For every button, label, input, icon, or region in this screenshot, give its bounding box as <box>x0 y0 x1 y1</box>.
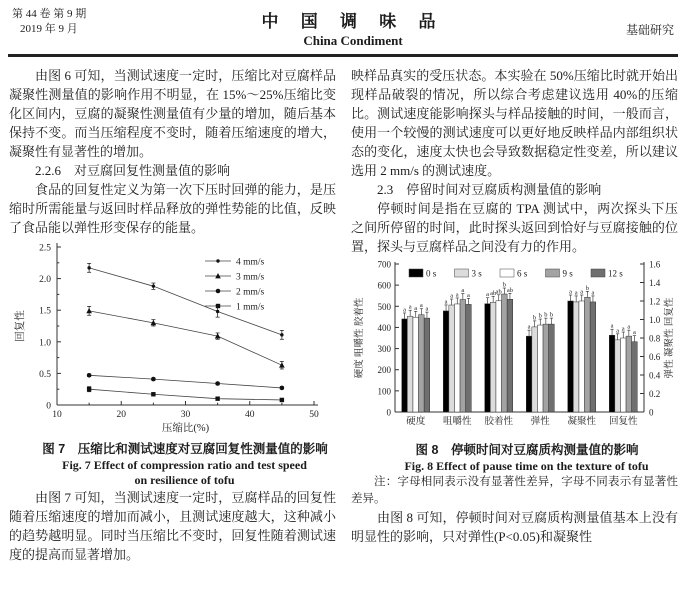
bar <box>579 301 585 412</box>
section-heading-2-3: 2.3 停留时间对豆腐质构测量值的影响 <box>377 182 602 197</box>
bar <box>568 301 574 412</box>
two-column-body <box>0 57 686 564</box>
sig-letter: a <box>467 291 470 299</box>
sig-letter: ab <box>490 289 497 297</box>
svg-text:0.8: 0.8 <box>649 333 661 344</box>
bar <box>407 316 413 412</box>
sig-letter: a <box>621 325 625 333</box>
sig-letter: b <box>544 311 548 319</box>
right-axis-label: 弹性 凝聚性 回复性 <box>665 297 675 379</box>
svg-text:0.2: 0.2 <box>649 389 661 399</box>
sig-letter: b <box>549 311 554 319</box>
bar <box>402 319 408 412</box>
bar <box>466 304 472 412</box>
category-label: 弹性 <box>530 417 550 427</box>
svg-text:20: 20 <box>116 410 126 420</box>
sig-letter: b <box>585 284 589 292</box>
bar <box>632 342 638 412</box>
svg-text:600: 600 <box>377 280 391 291</box>
axes <box>57 243 318 405</box>
series-4mm/s <box>87 258 284 340</box>
sig-letter: b <box>533 314 537 322</box>
figure8-caption-cn: 图 8 停顿时间对豆腐质构测量值的影响 <box>415 443 639 457</box>
legend-label: 3 mm/s <box>236 272 265 283</box>
legend-label: 6 s <box>517 268 528 279</box>
bar <box>615 340 621 412</box>
bar <box>549 324 555 412</box>
sig-letter: a <box>450 292 454 300</box>
sig-letter: a <box>455 291 459 299</box>
figure7-line-chart <box>9 239 336 441</box>
figure8-caption-en: Fig. 8 Effect of pause time on the texture of tofu <box>404 459 649 473</box>
svg-text:1.0: 1.0 <box>39 338 51 349</box>
bar <box>573 302 579 412</box>
svg-text:0: 0 <box>386 407 391 418</box>
sig-letter: a <box>425 305 429 313</box>
sig-letter: a <box>408 303 412 311</box>
figure7-caption-en1: Fig. 7 Effect of compression ratio and test speed <box>62 458 307 472</box>
svg-text:1.0: 1.0 <box>649 315 661 325</box>
bar <box>526 336 532 412</box>
sig-letter: a <box>574 289 578 297</box>
svg-text:1.5: 1.5 <box>39 306 51 317</box>
left-axis-label: 硬度 咀嚼性 胶着性 <box>355 297 365 379</box>
sig-letter: b <box>502 281 506 289</box>
figure7-caption-en2: on resilience of tofu <box>134 473 235 487</box>
sig-letter: a <box>403 306 406 314</box>
right-column <box>351 66 678 564</box>
section-tag: 基础研究 <box>625 23 674 37</box>
svg-text:30: 30 <box>180 410 191 420</box>
bar <box>507 299 513 412</box>
figure8-note: 注：字母相同表示没有显著性差异，字母不同表示有显著性差异。 <box>351 476 678 505</box>
bar <box>485 304 491 412</box>
series-1mm/s <box>87 303 284 403</box>
legend-label: 2 mm/s <box>236 287 265 298</box>
bar <box>490 302 496 412</box>
sig-letter: a <box>444 298 448 306</box>
category-label: 凝聚性 <box>567 417 597 427</box>
journal-title-cn: 中 国 调 味 品 <box>261 12 445 31</box>
sig-letter: a <box>414 304 418 312</box>
bar <box>449 305 455 412</box>
volume-line1: 第 44 卷 第 9 期 <box>12 8 87 20</box>
sig-letter: b <box>538 312 542 320</box>
svg-text:1.6: 1.6 <box>649 259 661 270</box>
x-axis-label: 压缩比(%) <box>161 423 210 434</box>
svg-text:1.2: 1.2 <box>649 296 661 307</box>
svg-text:500: 500 <box>377 301 391 312</box>
bar <box>413 317 419 412</box>
sig-letter: a <box>527 323 531 331</box>
paragraph: 由图 8 可知，停顿时间对豆腐质构测量值基本上没有明显性的影响，只对弹性(P<0.05)和凝聚性 <box>351 510 678 544</box>
svg-text:0: 0 <box>46 401 51 412</box>
category-label: 硬度 <box>406 417 426 427</box>
paragraph: 由图 6 可知，当测试速度一定时，压缩比对豆腐样品凝聚性测量值的影响作用不明显，在 15%～25%压缩比变化区间内，豆腐的凝聚性测量值有少量的增加，随后基本保持不变。而当压缩程度不变时，随着压缩速度的增大，凝聚性有显著性的增加。 <box>9 68 336 159</box>
svg-text:700: 700 <box>377 259 391 270</box>
sig-letter: a <box>419 302 423 310</box>
figure7 <box>9 239 336 488</box>
sig-letter: a <box>610 322 614 330</box>
bar <box>537 325 543 412</box>
svg-text:0.6: 0.6 <box>649 352 661 362</box>
axes <box>395 262 644 412</box>
bar <box>626 336 632 412</box>
bar <box>543 324 549 412</box>
svg-text:0.5: 0.5 <box>39 369 51 380</box>
bar <box>460 300 466 412</box>
section-heading-2-2-6: 2.2.6 对豆腐回复性测量值的影响 <box>35 163 231 178</box>
bar <box>585 297 591 412</box>
bar <box>609 335 615 412</box>
figure8 <box>351 258 678 474</box>
paragraph: 停顿时间是指在豆腐的 TPA 测试中，两次探头下压之间所停留的时间，此时探头返回到恰好与豆腐接触的位置，探头与豆腐样品之间没有力的作用。 <box>351 201 678 254</box>
paragraph: 由图 7 可知，当测试速度一定时，豆腐样品的回复性随着压缩速度的增加而减小，且测试速度越大，这种减小的趋势越明显。同时当压缩比不变时，回复性随着测试速度的提高而显著增加。 <box>9 490 336 562</box>
left-column <box>9 66 336 564</box>
bar <box>496 301 502 412</box>
sig-letter: a <box>461 287 465 295</box>
svg-text:300: 300 <box>377 344 391 355</box>
svg-text:10: 10 <box>52 410 62 420</box>
bar <box>443 311 449 412</box>
legend-label: 3 s <box>471 268 482 279</box>
sig-letter: a <box>591 289 595 297</box>
category-label: 回复性 <box>608 417 638 427</box>
sig-letter: a <box>633 329 636 337</box>
svg-text:200: 200 <box>377 365 391 376</box>
journal-title-en: China Condiment <box>303 33 403 48</box>
svg-text:1.4: 1.4 <box>649 278 661 288</box>
sig-letter: ab <box>495 288 502 296</box>
svg-text:2.5: 2.5 <box>39 243 51 254</box>
page-header <box>0 0 686 51</box>
svg-text:0.4: 0.4 <box>649 370 661 381</box>
volume-line2: 2019 年 9 月 <box>20 23 78 35</box>
figure8-bar-chart <box>351 258 678 442</box>
legend-label: 12 s <box>608 268 623 279</box>
journal-title-block <box>142 7 564 49</box>
svg-text:40: 40 <box>245 410 255 420</box>
svg-text:2.0: 2.0 <box>39 275 51 286</box>
category-label: 胶着性 <box>484 417 514 427</box>
legend-label: 4 mm/s <box>236 257 265 268</box>
bar <box>590 302 596 412</box>
bar <box>419 315 425 412</box>
legend-label: 9 s <box>562 268 573 279</box>
svg-text:400: 400 <box>377 322 391 333</box>
volume-issue <box>12 7 142 37</box>
svg-text:0: 0 <box>649 407 654 418</box>
sig-letter: a <box>580 288 584 296</box>
paragraph: 映样品真实的受压状态。本实验在 50%压缩比时就开始出现样品破裂的情况，所以综合考虑建议选用 40%的压缩比。测试速度能影响探头与样品接触的时间，一般而言，使用一个较慢的测试速度可以更好地反映样品内部组织状态的变化，速度太快也会导致数据稳定性变差，所以建议选用 2 mm/s 的测试速度。 <box>351 68 678 178</box>
bar <box>620 338 626 412</box>
paragraph: 食品的回复性定义为第一次下压时回弹的能力，是压缩时所需能量与返回时样品释放的弹性势能的比值，反映了食品能以弹性形变保存的能量。 <box>9 182 336 235</box>
sig-letter: a <box>627 323 631 331</box>
sig-letter: a <box>569 288 572 296</box>
legend-label: 1 mm/s <box>236 302 265 313</box>
figure7-caption-cn: 图 7 压缩比和测试速度对豆腐回复性测量值的影响 <box>42 442 328 456</box>
bar <box>532 327 538 412</box>
bar <box>454 304 460 412</box>
y-axis-label: 回复性 <box>15 310 26 342</box>
legend-label: 0 s <box>426 268 437 279</box>
category-label: 咀嚼性 <box>442 417 472 427</box>
sig-letter: a <box>616 327 620 335</box>
sig-letter: ab <box>506 286 514 294</box>
svg-text:50: 50 <box>309 410 319 420</box>
bar <box>424 318 430 412</box>
bar <box>502 294 508 412</box>
svg-text:100: 100 <box>377 386 391 397</box>
sig-letter: a <box>486 291 489 299</box>
